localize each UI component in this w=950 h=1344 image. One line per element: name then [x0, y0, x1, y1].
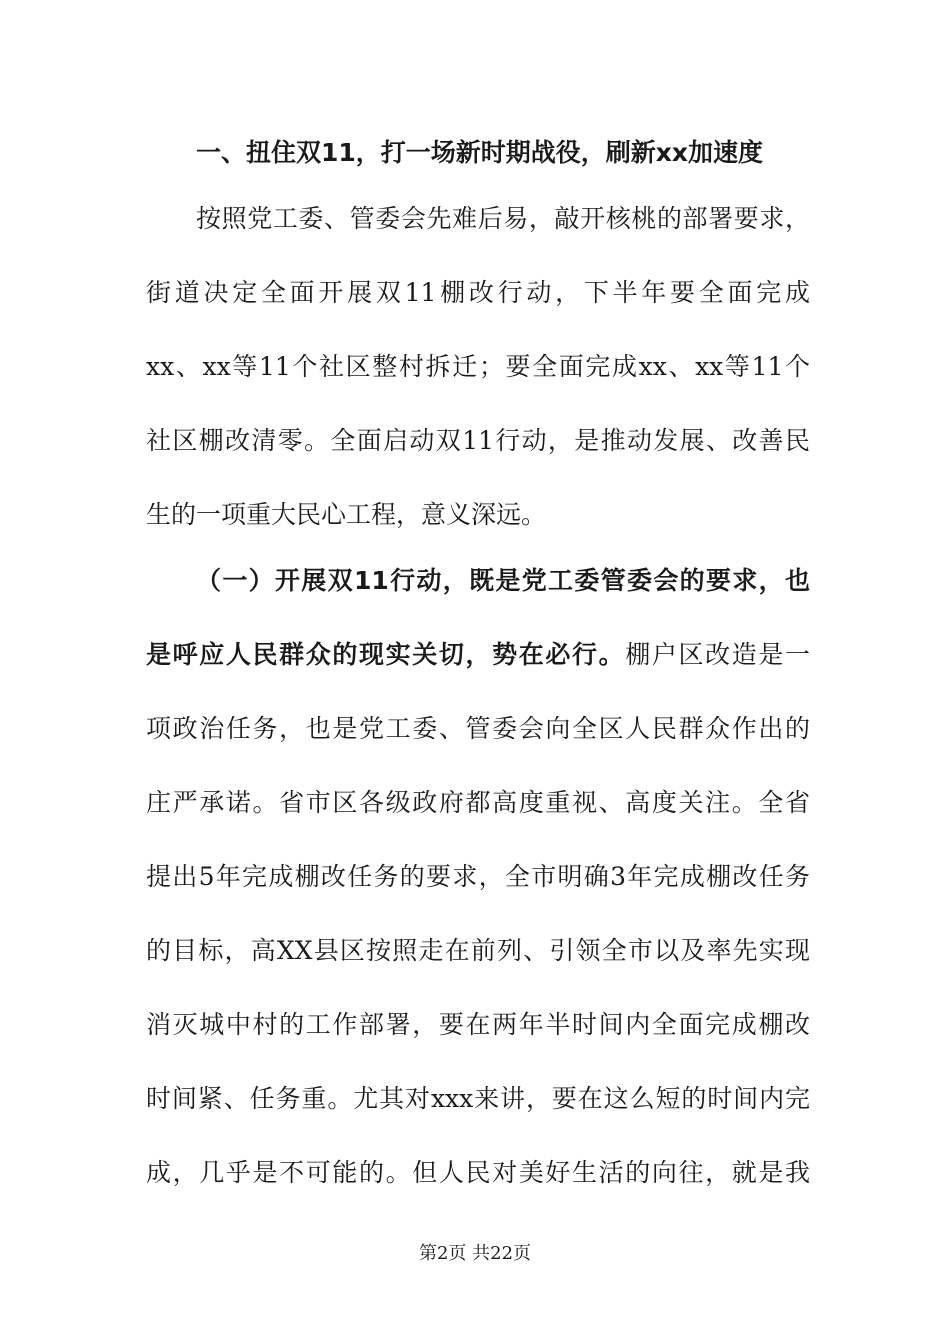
paragraph-line: 的目标，高XX县区按照走在前列、引领全市以及率先实现 — [146, 936, 810, 965]
paragraph-line: 庄严承诺。省市区各级政府都高度重视、高度关注。全省 — [146, 788, 810, 817]
paragraph-line: 消灭城中村的工作部署，要在两年半时间内全面完成棚改 — [146, 1010, 810, 1039]
paragraph-line: 街道决定全面开展双11棚改行动，下半年要全面完成 — [146, 278, 810, 307]
page-number-footer: 第2页 共22页 — [418, 1243, 532, 1264]
paragraph-line: 时间紧、任务重。尤其对xxx来讲，要在这么短的时间内完 — [146, 1084, 810, 1113]
paragraph-line: 成，几乎是不可能的。但人民对美好生活的向往，就是我 — [146, 1158, 810, 1187]
paragraph-line: 生的一项重大民心工程，意义深远。 — [146, 500, 547, 529]
subheading-continuation: 是呼应人民群众的现实关切，势在必行。 — [146, 640, 626, 669]
paragraph-line: 按照党工委、管委会先难后易，敲开核桃的部署要求， — [196, 204, 810, 233]
paragraph-line: 项政治任务，也是党工委、管委会向全区人民群众作出的 — [146, 714, 810, 743]
paragraph-text: 棚户区改造是一 — [625, 640, 810, 669]
paragraph-line: 提出5年完成棚改任务的要求，全市明确3年完成棚改任务 — [146, 862, 810, 891]
paragraph-line: 社区棚改清零。全面启动双11行动，是推动发展、改善民 — [146, 426, 810, 455]
section-heading: 一、扭住双11，打一场新时期战役，刷新xx加速度 — [196, 138, 764, 167]
paragraph-line: xx、xx等11个社区整村拆迁；要全面完成xx、xx等11个 — [146, 352, 810, 381]
mixed-line — [146, 637, 810, 673]
subheading-line: （一）开展双11行动，既是党工委管委会的要求，也 — [196, 566, 810, 595]
